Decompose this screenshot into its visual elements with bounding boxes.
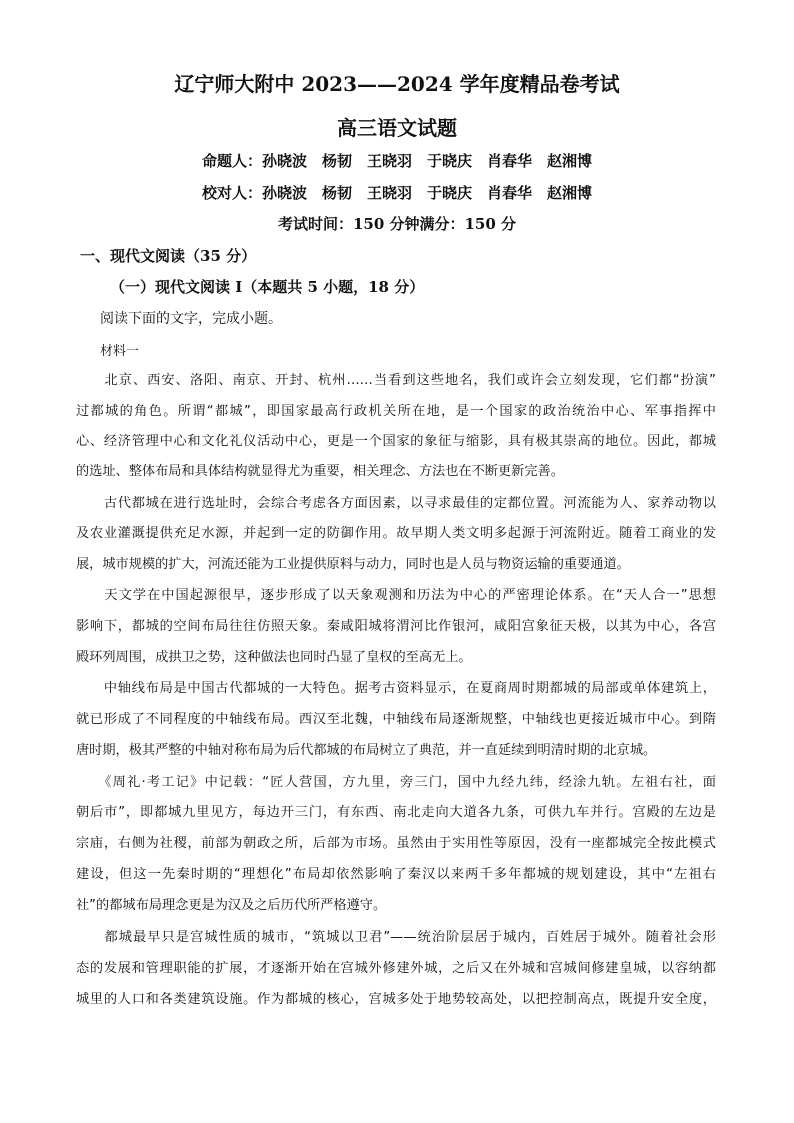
text-line: 就已形成了不同程度的中轴线布局。西汉至北魏，中轴线布局逐渐规整，中轴线也更接近城市中心。到隋	[76, 712, 716, 727]
exam-title: 辽宁师大附中 2023——2024 学年度精品卷考试	[174, 72, 620, 96]
text-line: 过都城的角色。所谓“都城”，即国家最高行政机关所在地，是一个国家的政治统治中心、军事指挥中	[76, 404, 716, 419]
text-line: 社”的都城布局理念更是为汉及之后历代所严格遵守。	[76, 898, 387, 913]
text-line: 影响下，都城的空间布局往往仿照天象。秦咸阳城将渭河比作银河，咸阳宫象征天极，以其为中心，各宫	[76, 619, 716, 634]
exam-subtitle: 高三语文试题	[337, 116, 457, 140]
text-line: 心、经济管理中心和文化礼仪活动中心，更是一个国家的象征与缩影，具有极其崇高的地位。因此，都城	[76, 434, 716, 449]
text-line: 朝后市”，即都城九里见方，每边开三门，有东西、南北走向大道各九条，可供九车并行。宫殿的左边是	[76, 805, 716, 820]
text-line: 宗庙，右侧为社稷，前部为朝政之所，后部为市场。虽然由于实用性等原因，没有一座都城完全按此模式	[76, 836, 716, 851]
text-line: 建设，但这一先秦时期的“理想化”布局却依然影响了秦汉以来两千多年都城的规划建设，其中“左祖右	[76, 867, 716, 882]
proofreaders-line: 校对人：孙晓波 杨韧 王晓羽 于晓庆 肖春华 赵湘博	[201, 184, 592, 202]
reading-instruction: 阅读下面的文字，完成小题。	[100, 311, 282, 327]
setters-line: 命题人：孙晓波 杨韧 王晓羽 于晓庆 肖春华 赵湘博	[201, 152, 592, 170]
text-line: 天文学在中国起源很早，逐步形成了以天象观测和历法为中心的严密理论体系。在“天人合一”思想	[76, 588, 716, 603]
text-line: 中轴线布局是中国古代都城的一大特色。据考古资料显示，在夏商周时期都城的局部或单体建筑上，	[76, 681, 716, 696]
subsection-heading: （一）现代文阅读 I（本题共 5 小题，18 分）	[110, 278, 425, 296]
text-line: 的选址、整体布局和具体结构就显得尤为重要，相关理念、方法也在不断更新完善。	[76, 464, 564, 479]
text-line: 殿环列周围，成拱卫之势，这种做法也同时凸显了皇权的至高无上。	[76, 650, 472, 665]
text-line: 展，城市规模的扩大，河流还能为工业提供原料与动力，同时也是人员与物资运输的重要通道。	[76, 557, 630, 572]
text-line: 《周礼·考工记》中记载：“匠人营国，方九里，旁三门，国中九经九纬，经涂九轨。左祖右社，面	[76, 775, 716, 790]
text-line: 唐时期，极其严整的中轴对称布局为后代都城的布局树立了典范，并一直延续到明清时期的北京城。	[76, 743, 657, 758]
text-line: 态的发展和管理职能的扩展，才逐渐开始在宫城外修建外城，之后又在外城和宫城间修建皇城，以容纳都	[76, 961, 716, 976]
exam-info: 考试时间：150 分钟满分：150 分	[277, 215, 517, 233]
text-line: 及农业灌溉提供充足水源，并起到一定的防御作用。故早期人类文明多起源于河流附近。随着工商业的发	[76, 526, 716, 541]
section-heading: 一、现代文阅读（35 分）	[80, 247, 257, 265]
text-line: 北京、西安、洛阳、南京、开封、杭州……当看到这些地名，我们或许会立刻发现，它们都“扮演”	[76, 373, 716, 388]
material-label: 材料一	[100, 344, 140, 359]
text-line: 都城最早只是宫城性质的城市，“筑城以卫君”——统治阶层居于城内，百姓居于城外。随着社会形	[76, 930, 716, 945]
text-line: 城里的人口和各类建筑设施。作为都城的核心，宫城多处于地势较高处，以把控制高点，既提升安全度，	[76, 992, 716, 1007]
text-line: 古代都城在进行选址时，会综合考虑各方面因素，以寻求最佳的定都位置。河流能为人、家养动物以	[76, 496, 716, 511]
